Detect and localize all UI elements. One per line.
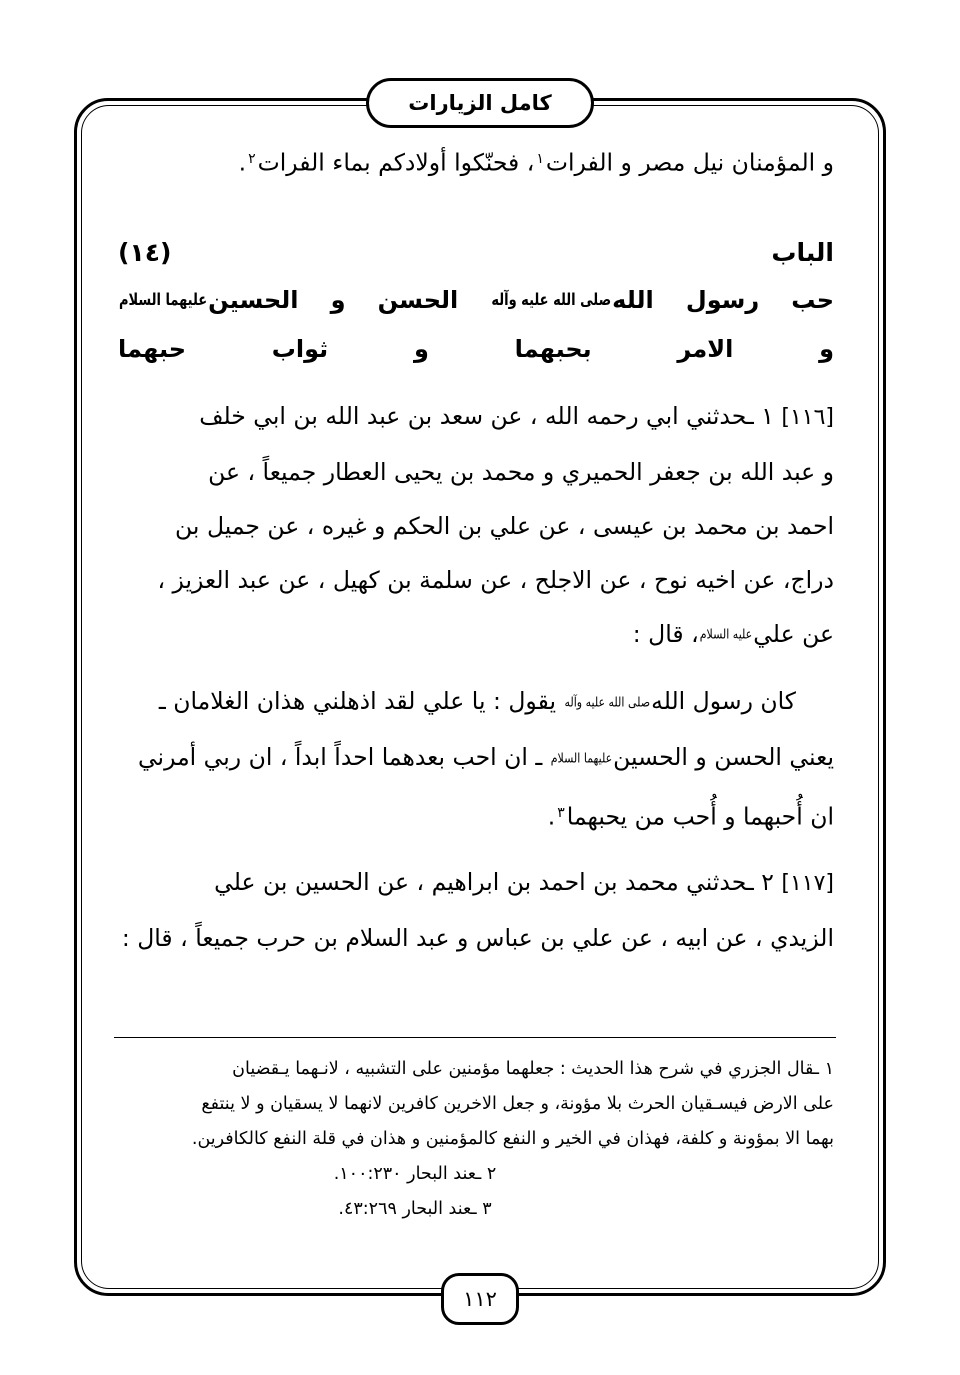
honorific-sallallahu-icon: صلى الله عليه وآله bbox=[491, 290, 612, 310]
hadith-1-id: [١١٦] bbox=[781, 404, 834, 430]
footnote-ref-3: ٣ bbox=[557, 804, 565, 821]
page-content bbox=[118, 132, 834, 965]
honorific-alayhimassalam-icon: عليهما السلام bbox=[550, 750, 613, 766]
footnote-item bbox=[116, 1052, 834, 1087]
carryover-text-c: . bbox=[238, 148, 247, 177]
footnote-1-line-2: على الارض فيسـقيان الحرث بلا مؤونة، و جعل الاخرين كافرين لانهما لا يسقيان و لا ينتفع bbox=[201, 1094, 834, 1114]
honorific-alayhissalam-icon: عليه السلام bbox=[699, 626, 753, 643]
hadith-line bbox=[118, 607, 834, 663]
hadith-line bbox=[118, 674, 834, 730]
hadith-1-isnad-line-2: و عبد الله بن جعفر الحميري و محمد بن يحيى العطار جميعاً ، عن bbox=[208, 457, 834, 486]
paragraph-spacer bbox=[118, 843, 834, 855]
hadith-1-matn-1b: يقول : يا علي لقد اذهلني هذان الغلامان ـ bbox=[158, 687, 556, 716]
running-head-capsule bbox=[366, 78, 594, 128]
hadith-1-isnad-tail-a: عن علي bbox=[753, 619, 834, 648]
footnote-ref-2: ٢ bbox=[248, 151, 256, 167]
hadith-1-matn-3: ان أُحبهما و أُحب من يحبهما bbox=[566, 802, 834, 831]
hadith-line bbox=[118, 855, 834, 911]
hadith-2-id: [١١٧] bbox=[781, 871, 834, 897]
footnote-1-line-1: قال الجزري في شرح هذا الحديث : جعلهما مؤمنين على التشبيه ، لانـهما يـقضيان bbox=[232, 1059, 814, 1079]
footnote-2-text: عند البحار ١٠٠:٢٣٠. bbox=[333, 1164, 477, 1184]
hadith-line bbox=[118, 786, 834, 844]
hadith-1-matn-3-end: . bbox=[547, 802, 556, 831]
chapter-number: الباب (١٤) bbox=[118, 237, 834, 267]
hadith-1-matn-1a: كان رسول الله bbox=[651, 687, 796, 716]
folio-capsule bbox=[441, 1273, 519, 1325]
chapter-subtitle: و الامر بحبهما و ثواب حبهما bbox=[118, 334, 834, 363]
hadith-1-isnad-line-4: دراج، عن اخيه نوح ، عن الاجلح ، عن سلمة بن كهيل ، عن عبد العزيز ، bbox=[157, 565, 834, 594]
hadith-2-isnad-line-2: الزيدي ، عن ابيه ، عن علي بن عباس و عبد السلام بن حرب جميعاً ، قال : bbox=[121, 924, 834, 953]
footnote-item bbox=[116, 1157, 834, 1192]
footnote-3-dash: ـ bbox=[471, 1199, 477, 1219]
hadith-1-dash: ـ bbox=[746, 401, 754, 430]
running-head-title: كامل الزيارات bbox=[408, 90, 552, 115]
hadith-line bbox=[118, 389, 834, 445]
hadith-line bbox=[118, 445, 834, 499]
hadith-1-isnad-tail-b: ، قال : bbox=[632, 619, 699, 648]
footnote-1-line-3: بهما الا بمؤونة و كلفة، فهذان في الخير و النفع كالمؤمنين و هذان في قلة النفع كالكافرين. bbox=[191, 1129, 834, 1149]
chapter-title bbox=[118, 276, 834, 325]
footnote-item bbox=[116, 1192, 834, 1227]
footnote-area bbox=[116, 1052, 834, 1227]
hadith-1-isnad-line-1: حدثني ابي رحمه الله ، عن سعد بن عبد الله بن ابي خلف bbox=[199, 401, 747, 430]
chapter-title-part2: الحسن و الحسين bbox=[208, 285, 459, 314]
hadith-line bbox=[118, 553, 834, 607]
footnote-separator bbox=[114, 1037, 836, 1038]
chapter-title-part1: حب رسول الله bbox=[612, 285, 834, 314]
hadith-1-matn-2a: يعني الحسن و الحسين bbox=[613, 742, 834, 771]
footnote-3-marker: ٣ bbox=[482, 1199, 492, 1219]
hadith-1-matn-2b: ـ ان احب بعدهما احداً ابداً ، ان ربي أمرني bbox=[137, 742, 543, 771]
carryover-text-b: ، فحنّكوا أولادكم بماء الفرات bbox=[257, 148, 535, 177]
chapter-heading bbox=[118, 230, 834, 373]
carryover-text-a: و المؤمنان نيل مصر و الفرات bbox=[545, 148, 834, 177]
hadith-1-isnad-line-3: احمد بن محمد بن عيسى ، عن علي بن الحكم و غيره ، عن جميل بن bbox=[175, 511, 834, 540]
hadith-line bbox=[118, 499, 834, 553]
footnote-1-dash: ـ bbox=[813, 1059, 820, 1079]
honorific-alayhimassalam-icon: عليهما السلام bbox=[119, 290, 208, 310]
hadith-2-isnad-line-1: حدثني محمد بن احمد بن ابراهيم ، عن الحسين بن علي bbox=[214, 868, 747, 897]
footnote-ref-1: ١ bbox=[536, 151, 544, 167]
honorific-sallallahu-icon: صلى الله عليه وآله bbox=[564, 694, 651, 711]
hadith-2-num: ٢ bbox=[761, 868, 774, 897]
footnote-2-dash: ـ bbox=[476, 1164, 482, 1184]
carryover-paragraph bbox=[118, 132, 834, 190]
footnote-item bbox=[116, 1087, 834, 1122]
hadith-line bbox=[118, 911, 834, 965]
footnote-item bbox=[116, 1122, 834, 1157]
hadith-2-dash: ـ bbox=[746, 868, 754, 897]
hadith-1-opening bbox=[199, 389, 834, 445]
footnote-1-marker: ١ bbox=[824, 1059, 834, 1079]
footnote-2-marker: ٢ bbox=[486, 1164, 497, 1184]
hadith-line bbox=[118, 730, 834, 786]
hadith-1-num: ١ bbox=[761, 401, 774, 430]
footnote-3-text: عند البحار ٤٣:٢٦٩. bbox=[338, 1199, 472, 1219]
page-number: ١١٢ bbox=[463, 1286, 497, 1311]
